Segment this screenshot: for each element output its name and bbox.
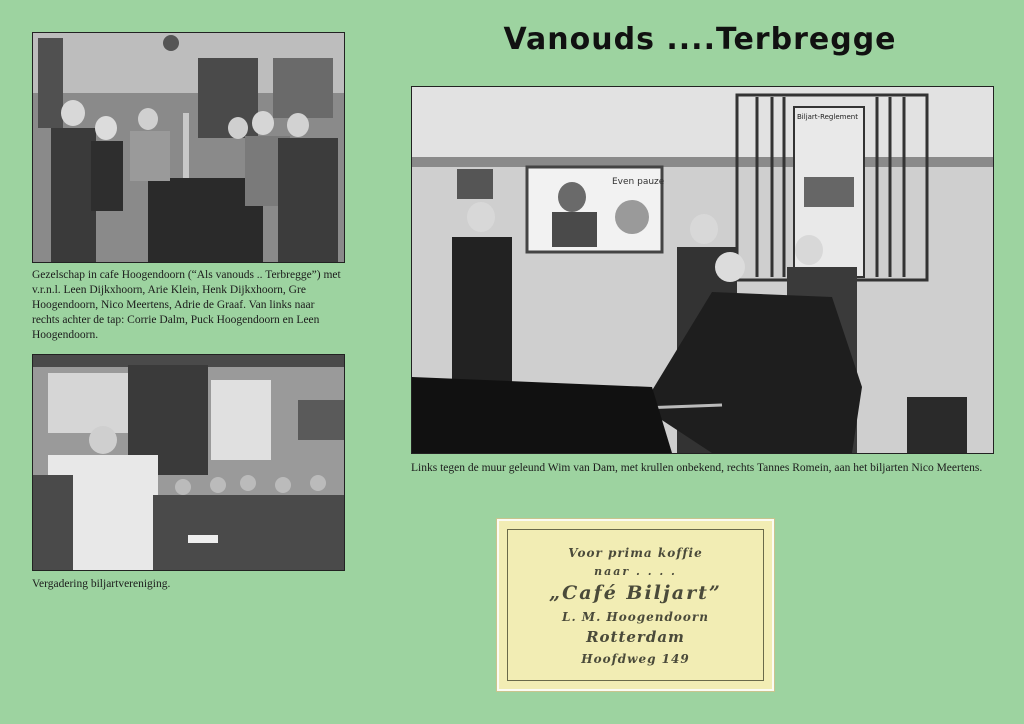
photo-vergadering [32, 354, 345, 571]
ad-address: Hoofdweg 149 [581, 652, 690, 666]
photo-cafe-gezelschap [32, 32, 345, 263]
photo-caption: Gezelschap in cafe Hoogendoorn (“Als vanouds .. Terbregge”) met v.r.n.l. Leen Dijkxhoorn, Arie Klein, Henk Dijkxhoorn, Gre Hoogendoorn, Nico Meertens, Adrie de Graaf. Van links naar rechts achter de tap: Corrie Dalm, Puck Hoogendoorn en Leen Hoogendoorn. [32, 269, 341, 341]
ad-cafe-name: „Café Biljart” [549, 582, 722, 604]
ad-line-1: Voor prima koffie [568, 546, 703, 560]
photo-biljart [411, 86, 994, 454]
poster-text: Even pauze [612, 177, 665, 187]
photo-caption: Links tegen de muur geleund Wim van Dam, met krullen onbekend, rechts Tannes Romein, aan het biljarten Nico Meertens. [411, 462, 983, 474]
sign-text: Biljart-Reglement [797, 113, 858, 121]
ad-line-2: naar . . . . [594, 565, 677, 578]
cafe-biljart-ad-card [497, 519, 774, 691]
page-title: Vanouds ....Terbregge [503, 22, 897, 57]
ad-city: Rotterdam [586, 628, 685, 646]
ad-card-frame [507, 529, 764, 681]
ad-owner: L. M. Hoogendoorn [562, 610, 709, 624]
photo-caption: Vergadering biljartvereniging. [32, 578, 171, 590]
